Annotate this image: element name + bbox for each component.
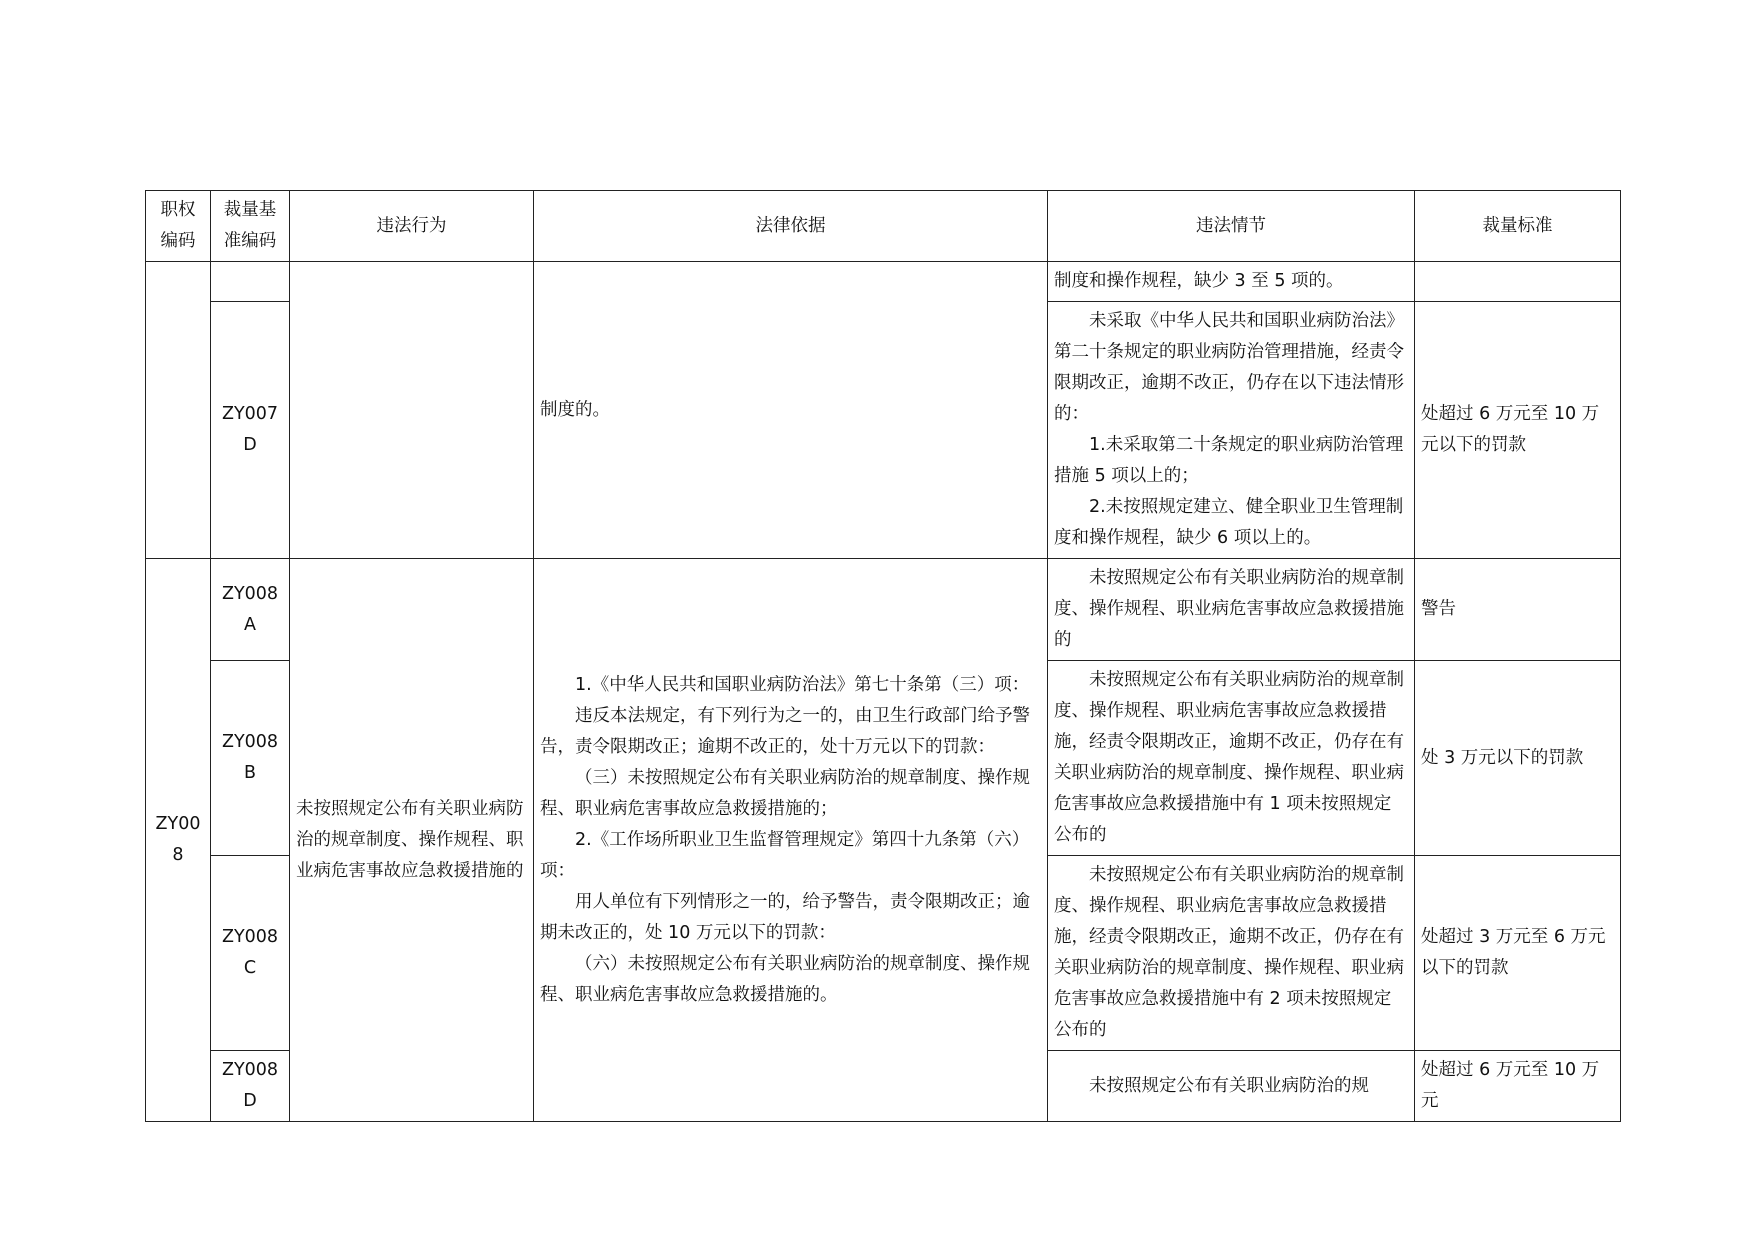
power-code-cell <box>146 262 211 559</box>
circumstance-cell: 未按照规定公布有关职业病防治的规章制度、操作规程、职业病危害事故应急救援措施的 <box>1048 559 1415 661</box>
illegal-act-cell: 未按照规定公布有关职业病防治的规章制度、操作规程、职业病危害事故应急救援措施的 <box>290 559 534 1122</box>
legal-basis-paragraph: 用人单位有下列情形之一的，给予警告，责令限期改正；逾期未改正的，处 10 万元以下的罚款： <box>540 891 1030 943</box>
sub-code-cell: ZY008C <box>211 856 290 1051</box>
standard-cell: 处超过 6 万元至 10 万元以下的罚款 <box>1415 302 1621 559</box>
legal-basis-text: 制度的。 <box>540 399 610 420</box>
sub-code-cell <box>211 262 290 302</box>
standard-cell <box>1415 262 1621 302</box>
header-legal-basis: 法律依据 <box>534 191 1048 262</box>
header-sub-code: 裁量基准编码 <box>211 191 290 262</box>
header-discretion-standard: 裁量标准 <box>1415 191 1621 262</box>
standard-cell: 处 3 万元以下的罚款 <box>1415 661 1621 856</box>
standard-cell: 处超过 6 万元至 10 万元 <box>1415 1051 1621 1122</box>
table-row <box>146 559 1621 661</box>
header-circumstances: 违法情节 <box>1048 191 1415 262</box>
legal-basis-paragraph: 违反本法规定，有下列行为之一的，由卫生行政部门给予警告，责令限期改正；逾期不改正的，处十万元以下的罚款： <box>540 705 1030 757</box>
legal-basis-paragraph: （六）未按照规定公布有关职业病防治的规章制度、操作规程、职业病危害事故应急救援措施的。 <box>540 953 1030 1005</box>
circumstance-cell: 未按照规定公布有关职业病防治的规 <box>1048 1051 1415 1122</box>
circumstance-cell <box>1048 302 1415 559</box>
sub-code-cell: ZY008A <box>211 559 290 661</box>
circumstance-paragraph: 2.未按照规定建立、健全职业卫生管理制度和操作规程，缺少 6 项以上的。 <box>1054 497 1404 548</box>
sub-code-cell: ZY008B <box>211 661 290 856</box>
circumstance-cell: 制度和操作规程，缺少 3 至 5 项的。 <box>1048 262 1415 302</box>
legal-basis-cell <box>534 262 1048 559</box>
standard-cell: 处超过 3 万元至 6 万元以下的罚款 <box>1415 856 1621 1051</box>
penalty-discretion-table <box>145 190 1621 1122</box>
standard-cell: 警告 <box>1415 559 1621 661</box>
sub-code-cell: ZY007D <box>211 302 290 559</box>
circumstance-cell: 未按照规定公布有关职业病防治的规章制度、操作规程、职业病危害事故应急救援措施，经责令限期改正，逾期不改正，仍存在有关职业病防治的规章制度、操作规程、职业病危害事故应急救援措施中有 2 项未按照规定公布的 <box>1048 856 1415 1051</box>
legal-basis-paragraph: 2.《工作场所职业卫生监督管理规定》第四十九条第（六）项： <box>540 829 1030 881</box>
circumstance-paragraph: 未采取《中华人民共和国职业病防治法》第二十条规定的职业病防治管理措施，经责令限期改正，逾期不改正，仍存在以下违法情形的： <box>1054 311 1404 424</box>
table-row <box>146 262 1621 302</box>
sub-code-cell: ZY008D <box>211 1051 290 1122</box>
legal-basis-paragraph: （三）未按照规定公布有关职业病防治的规章制度、操作规程、职业病危害事故应急救援措施的； <box>540 767 1030 819</box>
legal-basis-paragraph: 1.《中华人民共和国职业病防治法》第七十条第（三）项： <box>575 674 1030 695</box>
circumstance-paragraph: 1.未采取第二十条规定的职业病防治管理措施 5 项以上的； <box>1054 435 1404 486</box>
header-illegal-act: 违法行为 <box>290 191 534 262</box>
header-row <box>146 191 1621 262</box>
circumstance-cell: 未按照规定公布有关职业病防治的规章制度、操作规程、职业病危害事故应急救援措施，经责令限期改正，逾期不改正，仍存在有关职业病防治的规章制度、操作规程、职业病危害事故应急救援措施中有 1 项未按照规定公布的 <box>1048 661 1415 856</box>
header-power-code: 职权编码 <box>146 191 211 262</box>
illegal-act-cell <box>290 262 534 559</box>
power-code-cell: ZY008 <box>146 559 211 1122</box>
legal-basis-cell <box>534 559 1048 1122</box>
